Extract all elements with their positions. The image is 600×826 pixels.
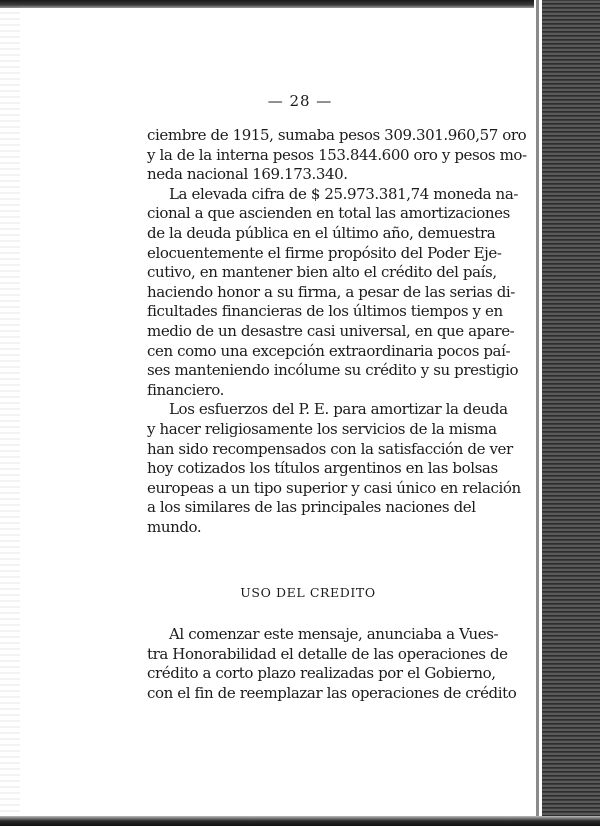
paragraph — [147, 184, 519, 401]
text-line: europeas a un tipo superior y casi único en relación — [147, 478, 521, 497]
text-line: ses manteniendo incólume su crédito y su prestigio — [147, 361, 519, 380]
text-line: y hacer religiosamente los servicios de la misma — [147, 419, 497, 438]
text-line: financiero. — [147, 380, 224, 399]
paragraph — [147, 400, 521, 537]
text-line: La elevada cifra de $ 25.973.381,74 moneda na- — [169, 184, 519, 203]
text-line: cional a que ascienden en total las amortizaciones — [147, 204, 510, 223]
paragraphs-after-heading — [147, 625, 517, 703]
section-gap — [147, 537, 469, 583]
text-line: elocuentemente el firme propósito del Poder Eje- — [147, 243, 502, 262]
text-line: a los similares de las principales naciones del — [147, 498, 476, 517]
text-line: neda nacional 169.173.340. — [147, 165, 348, 184]
text-line: cutivo, en mantener bien alto el crédito del país, — [147, 263, 497, 282]
text-line: ciembre de 1915, sumaba pesos 309.301.960,57 oro — [147, 126, 527, 144]
paragraph — [147, 625, 517, 703]
text-line: de la deuda pública en el último año, demuestra — [147, 223, 496, 242]
body-text — [147, 126, 527, 703]
text-line: han sido recompensados con la satisfacción de ver — [147, 439, 513, 458]
text-line: crédito a corto plazo realizadas por el Gobierno, — [147, 664, 496, 683]
paragraph — [147, 126, 527, 185]
text-line: y la de la interna pesos 153.844.600 oro y pesos mo- — [147, 145, 527, 164]
scan-top-edge — [0, 0, 600, 8]
text-line: con el fin de reemplazar las operaciones de crédito — [147, 683, 517, 702]
text-line: Al comenzar este mensaje, anunciaba a Vues- — [169, 625, 499, 644]
text-line: ficultades financieras de los últimos tiempos y en — [147, 302, 503, 321]
text-line: medio de un desastre casi universal, en que apare- — [147, 321, 515, 340]
scan-left-edge — [0, 0, 20, 826]
paragraphs-before-heading — [147, 126, 527, 537]
section-heading: USO DEL CREDITO — [240, 585, 376, 601]
text-line: haciendo honor a su firma, a pesar de las serias di- — [147, 282, 515, 301]
text-line: Los esfuerzos del P. E. para amortizar la deuda — [169, 400, 508, 419]
text-line: tra Honorabilidad el detalle de las operaciones de — [147, 644, 508, 663]
text-line: cen como una excepción extraordinaria pocos paí- — [147, 341, 511, 360]
text-line: hoy cotizados los títulos argentinos en las bolsas — [147, 459, 498, 478]
section-gap-after-heading — [147, 603, 469, 625]
text-line: mundo. — [147, 517, 202, 536]
scan-right-edge — [534, 0, 600, 826]
page-number: — 28 — — [267, 92, 333, 110]
scan-bottom-edge — [0, 816, 600, 826]
